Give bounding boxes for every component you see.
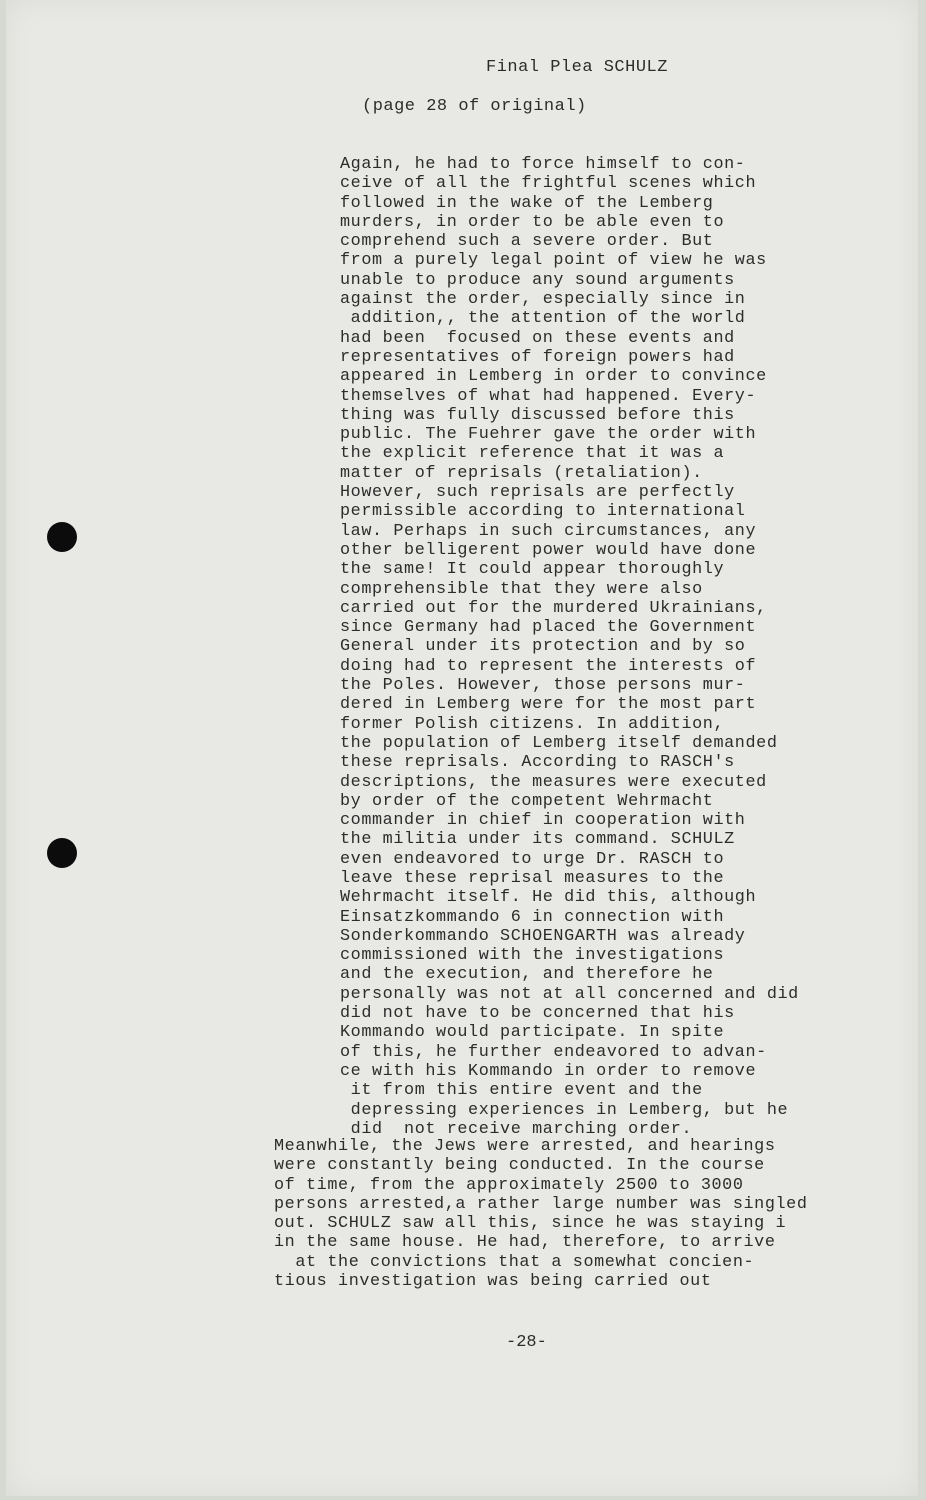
- text-line: permissible according to international: [340, 502, 746, 522]
- text-line: did not receive marching order.: [340, 1119, 693, 1139]
- text-line: matter of reprisals (retaliation).: [340, 463, 703, 483]
- text-line: of this, he further endeavored to advan-: [340, 1042, 767, 1062]
- text-line: the explicit reference that it was a: [340, 444, 725, 464]
- text-line: persons arrested,a rather large number was singled: [274, 1194, 808, 1214]
- text-line: addition,, the attention of the world: [340, 309, 746, 329]
- document-title: Final Plea SCHULZ: [486, 58, 668, 77]
- text-line: ce with his Kommando in order to remove: [340, 1061, 757, 1081]
- indented-paragraph: [340, 155, 799, 1139]
- text-line: the population of Lemberg itself demanded: [340, 733, 778, 753]
- text-line: out. SCHULZ saw all this, since he was staying i: [274, 1214, 787, 1234]
- text-line: dered in Lemberg were for the most part: [340, 695, 757, 715]
- text-line: from a purely legal point of view he was: [340, 251, 767, 271]
- text-line: it from this entire event and the: [340, 1081, 703, 1101]
- text-line: even endeavored to urge Dr. RASCH to: [340, 849, 725, 869]
- text-line: leave these reprisal measures to the: [340, 868, 725, 888]
- text-line: tious investigation was being carried out: [274, 1272, 712, 1292]
- text-line: personally was not at all concerned and did: [340, 984, 799, 1004]
- text-line: against the order, especially since in: [340, 290, 746, 310]
- text-line: followed in the wake of the Lemberg: [340, 193, 714, 213]
- text-line: carried out for the murdered Ukrainians,: [340, 598, 767, 618]
- punch-hole-upper: [47, 522, 77, 552]
- text-line: were constantly being conducted. In the course: [274, 1156, 765, 1176]
- text-line: Wehrmacht itself. He did this, although: [340, 888, 757, 908]
- text-line: commissioned with the investigations: [340, 946, 725, 966]
- punch-hole-lower: [47, 838, 77, 868]
- text-line: comprehensible that they were also: [340, 579, 703, 599]
- text-line: comprehend such a severe order. But: [340, 232, 714, 252]
- full-width-paragraph: [274, 1137, 808, 1291]
- text-line: public. The Fuehrer gave the order with: [340, 425, 757, 445]
- text-line: in the same house. He had, therefore, to arrive: [274, 1233, 776, 1253]
- text-line: General under its protection and by so: [340, 637, 746, 657]
- text-line: depressing experiences in Lemberg, but he: [340, 1100, 789, 1120]
- text-line: However, such reprisals are perfectly: [340, 483, 735, 503]
- text-line: law. Perhaps in such circumstances, any: [340, 521, 757, 541]
- text-line: since Germany had placed the Government: [340, 618, 757, 638]
- text-line: doing had to represent the interests of: [340, 656, 757, 676]
- text-line: these reprisals. According to RASCH's: [340, 753, 735, 773]
- text-line: ceive of all the frightful scenes which: [340, 174, 757, 194]
- text-line: by order of the competent Wehrmacht: [340, 791, 714, 811]
- text-line: Sonderkommando SCHOENGARTH was already: [340, 926, 746, 946]
- text-line: the Poles. However, those persons mur-: [340, 676, 746, 696]
- text-line: thing was fully discussed before this: [340, 405, 735, 425]
- text-line: and the execution, and therefore he: [340, 965, 714, 985]
- text-line: had been focused on these events and: [340, 328, 735, 348]
- text-line: Kommando would participate. In spite: [340, 1023, 725, 1043]
- text-line: descriptions, the measures were executed: [340, 772, 767, 792]
- text-line: themselves of what had happened. Every-: [340, 386, 757, 406]
- text-line: other belligerent power would have done: [340, 540, 757, 560]
- text-line: appeared in Lemberg in order to convince: [340, 367, 767, 387]
- text-line: the militia under its command. SCHULZ: [340, 830, 735, 850]
- page-reference: (page 28 of original): [362, 97, 587, 116]
- text-line: of time, from the approximately 2500 to 3000: [274, 1175, 744, 1195]
- text-line: unable to produce any sound arguments: [340, 270, 735, 290]
- text-line: the same! It could appear thoroughly: [340, 560, 725, 580]
- text-line: former Polish citizens. In addition,: [340, 714, 725, 734]
- text-line: did not have to be concerned that his: [340, 1004, 735, 1024]
- text-line: commander in chief in cooperation with: [340, 811, 746, 831]
- text-line: Einsatzkommando 6 in connection with: [340, 907, 725, 927]
- text-line: Meanwhile, the Jews were arrested, and hearings: [274, 1137, 776, 1156]
- text-line: Again, he had to force himself to con-: [340, 155, 746, 174]
- document-page: [6, 0, 918, 1496]
- page-number: -28-: [506, 1333, 547, 1352]
- text-line: representatives of foreign powers had: [340, 347, 735, 367]
- text-line: at the convictions that a somewhat concien-: [274, 1252, 755, 1272]
- text-line: murders, in order to be able even to: [340, 212, 725, 232]
